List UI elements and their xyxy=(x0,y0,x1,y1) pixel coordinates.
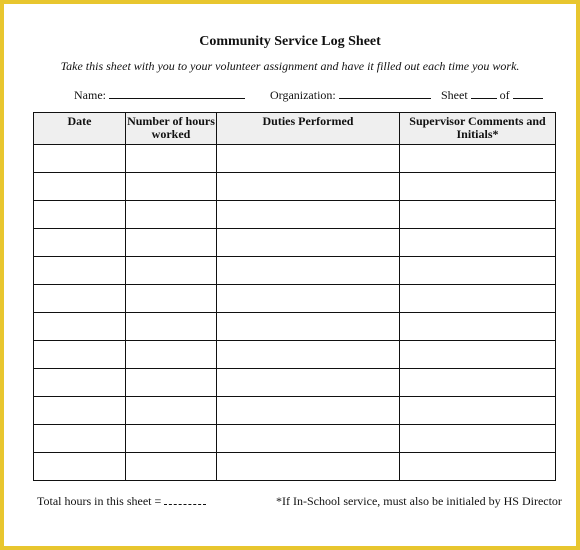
hours-cell[interactable] xyxy=(126,201,217,229)
table-row xyxy=(34,285,556,313)
col-header-supervisor: Supervisor Comments and Initials* xyxy=(400,113,556,145)
date-cell[interactable] xyxy=(34,397,126,425)
supervisor-cell[interactable] xyxy=(400,229,556,257)
log-table-body xyxy=(34,145,556,481)
table-header-row xyxy=(34,113,556,145)
organization-field xyxy=(270,87,431,103)
duties-cell[interactable] xyxy=(217,201,400,229)
col-header-hours: Number of hours worked xyxy=(126,113,217,145)
total-hours-line xyxy=(37,494,206,509)
organization-label: Organization: xyxy=(270,88,336,102)
table-row xyxy=(34,425,556,453)
table-row xyxy=(34,453,556,481)
duties-cell[interactable] xyxy=(217,173,400,201)
log-table xyxy=(33,112,556,481)
col-header-duties: Duties Performed xyxy=(217,113,400,145)
name-label: Name: xyxy=(74,88,106,102)
table-row xyxy=(34,341,556,369)
table-row xyxy=(34,397,556,425)
table-row xyxy=(34,257,556,285)
duties-cell[interactable] xyxy=(217,341,400,369)
sheet-field xyxy=(441,87,543,103)
table-row xyxy=(34,229,556,257)
hours-cell[interactable] xyxy=(126,425,217,453)
date-cell[interactable] xyxy=(34,369,126,397)
date-cell[interactable] xyxy=(34,341,126,369)
sheet-number-line[interactable] xyxy=(471,87,497,99)
table-row xyxy=(34,173,556,201)
hours-cell[interactable] xyxy=(126,397,217,425)
hours-cell[interactable] xyxy=(126,369,217,397)
date-cell[interactable] xyxy=(34,173,126,201)
duties-cell[interactable] xyxy=(217,453,400,481)
supervisor-cell[interactable] xyxy=(400,145,556,173)
supervisor-cell[interactable] xyxy=(400,425,556,453)
organization-input-line[interactable] xyxy=(339,87,431,99)
supervisor-cell[interactable] xyxy=(400,257,556,285)
hours-cell[interactable] xyxy=(126,313,217,341)
supervisor-cell[interactable] xyxy=(400,285,556,313)
duties-cell[interactable] xyxy=(217,397,400,425)
date-cell[interactable] xyxy=(34,285,126,313)
duties-cell[interactable] xyxy=(217,425,400,453)
hours-cell[interactable] xyxy=(126,285,217,313)
of-label: of xyxy=(499,88,510,102)
duties-cell[interactable] xyxy=(217,313,400,341)
table-row xyxy=(34,201,556,229)
hours-cell[interactable] xyxy=(126,173,217,201)
supervisor-cell[interactable] xyxy=(400,313,556,341)
date-cell[interactable] xyxy=(34,229,126,257)
sheet-total-line[interactable] xyxy=(513,87,543,99)
supervisor-cell[interactable] xyxy=(400,201,556,229)
hours-cell[interactable] xyxy=(126,257,217,285)
date-cell[interactable] xyxy=(34,201,126,229)
hours-cell[interactable] xyxy=(126,229,217,257)
hours-cell[interactable] xyxy=(126,341,217,369)
hours-cell[interactable] xyxy=(126,453,217,481)
duties-cell[interactable] xyxy=(217,145,400,173)
footnote: *If In-School service, must also be initialed by HS Director xyxy=(276,494,562,508)
supervisor-cell[interactable] xyxy=(400,173,556,201)
table-row xyxy=(34,145,556,173)
duties-cell[interactable] xyxy=(217,369,400,397)
name-input-line[interactable] xyxy=(109,87,245,99)
date-cell[interactable] xyxy=(34,257,126,285)
supervisor-cell[interactable] xyxy=(400,397,556,425)
page-title: Community Service Log Sheet xyxy=(199,34,381,49)
duties-cell[interactable] xyxy=(217,229,400,257)
sheet-label: Sheet xyxy=(441,88,468,102)
date-cell[interactable] xyxy=(34,313,126,341)
supervisor-cell[interactable] xyxy=(400,369,556,397)
table-row xyxy=(34,313,556,341)
date-cell[interactable] xyxy=(34,453,126,481)
table-row xyxy=(34,369,556,397)
date-cell[interactable] xyxy=(34,425,126,453)
name-field xyxy=(74,87,245,103)
instructions-text: Take this sheet with you to your volunteer assignment and have it filled out each time you work. xyxy=(60,59,520,73)
total-hours-input[interactable] xyxy=(164,495,206,505)
date-cell[interactable] xyxy=(34,145,126,173)
total-hours-label: Total hours in this sheet = xyxy=(37,494,162,508)
supervisor-cell[interactable] xyxy=(400,341,556,369)
col-header-date: Date xyxy=(34,113,126,145)
hours-cell[interactable] xyxy=(126,145,217,173)
duties-cell[interactable] xyxy=(217,257,400,285)
duties-cell[interactable] xyxy=(217,285,400,313)
supervisor-cell[interactable] xyxy=(400,453,556,481)
